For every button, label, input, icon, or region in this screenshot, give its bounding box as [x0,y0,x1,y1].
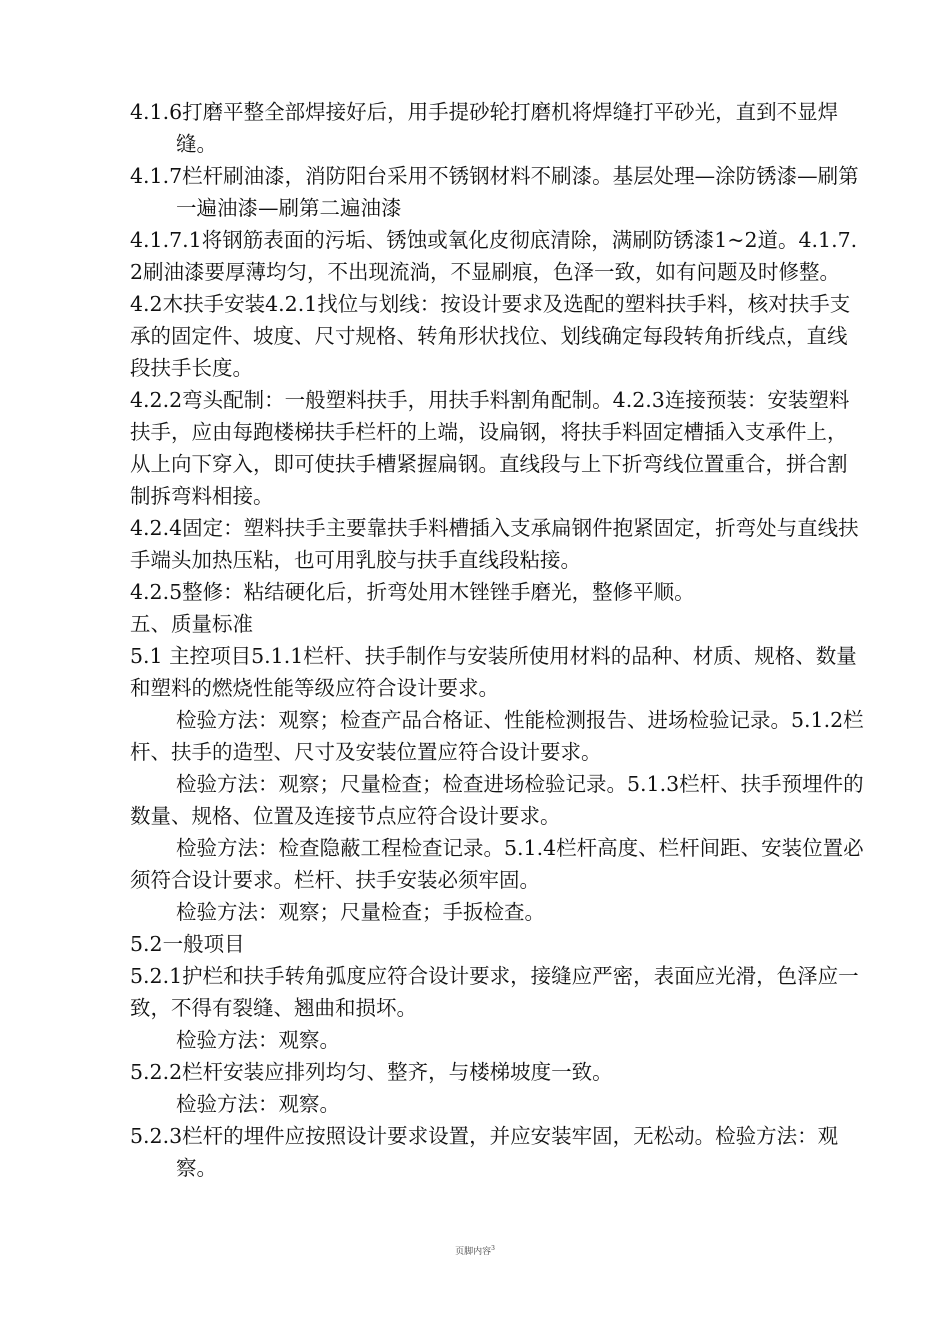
paragraph: 4.2.5整修：粘结硬化后，折弯处用木锉锉手磨光，整修平顺。 [130,580,695,604]
paragraph: 4.2木扶手安装4.2.1找位与划线：按设计要求及选配的塑料扶手料，核对扶手支承的固定件、坡度、尺寸规格、转角形状找位、划线确定每段转角折线点，直线段扶手长度。 [130,292,851,380]
paragraph: 5.2.3栏杆的埋件应按照设计要求设置，并应安装牢固，无松动。检验方法：观察。 [130,1124,839,1180]
paragraph: 五、质量标准 [130,612,253,636]
paragraph: 4.1.7.1将钢筋表面的污垢、锈蚀或氧化皮彻底清除，满刷防锈漆1~2道。4.1.7.2刷油漆要厚薄均匀，不出现流淌，不显刷痕，色泽一致，如有问题及时修整。 [130,228,858,284]
paragraph: 4.2.4固定：塑料扶手主要靠扶手料槽插入支承扁钢件抱紧固定，折弯处与直线扶手端头加热压粘，也可用乳胶与扶手直线段粘接。 [130,516,859,572]
paragraph: 检验方法：观察；检查产品合格证、性能检测报告、进场检验记录。5.1.2栏杆、扶手的造型、尺寸及安装位置应符合设计要求。 [130,708,864,764]
paragraph: 检验方法：观察；尺量检查；手扳检查。 [176,900,545,924]
paragraph: 4.1.7栏杆刷油漆，消防阳台采用不锈钢材料不刷漆。基层处理—涂防锈漆—刷第一遍油漆—刷第二遍油漆 [130,164,859,220]
paragraph: 4.1.6打磨平整全部焊接好后，用手提砂轮打磨机将焊缝打平砂光，直到不显焊缝。 [130,100,839,156]
paragraph: 5.2一般项目 [130,932,245,956]
page-footer [0,1244,950,1257]
paragraph: 4.2.2弯头配制：一般塑料扶手，用扶手料割角配制。4.2.3连接预装：安装塑料扶手，应由每跑楼梯扶手栏杆的上端，设扁钢，将扶手料固定槽插入支承件上，从上向下穿入，即可使扶手槽紧握扁钢。直线段与上下折弯线位置重合，拼合割制拆弯料相接。 [130,388,850,508]
document-body [130,96,865,1184]
paragraph: 5.2.1护栏和扶手转角弧度应符合设计要求，接缝应严密，表面应光滑，色泽应一致，不得有裂缝、翘曲和损坏。 [130,964,859,1020]
paragraph: 5.2.2栏杆安装应排列均匀、整齐，与楼梯坡度一致。 [130,1060,613,1084]
paragraph: 检验方法：检查隐蔽工程检查记录。5.1.4栏杆高度、栏杆间距、安装位置必须符合设计要求。栏杆、扶手安装必须牢固。 [130,836,864,892]
paragraph: 检验方法：观察；尺量检查；检查进场检验记录。5.1.3栏杆、扶手预埋件的数量、规格、位置及连接节点应符合设计要求。 [130,772,864,828]
paragraph: 检验方法：观察。 [176,1092,340,1116]
footer-label: 页脚内容 [455,1247,492,1257]
paragraph: 5.1 主控项目5.1.1栏杆、扶手制作与安装所使用材料的品种、材质、规格、数量和塑料的燃烧性能等级应符合设计要求。 [130,644,857,700]
paragraph: 检验方法：观察。 [176,1028,340,1052]
page-number: 3 [491,1245,495,1252]
